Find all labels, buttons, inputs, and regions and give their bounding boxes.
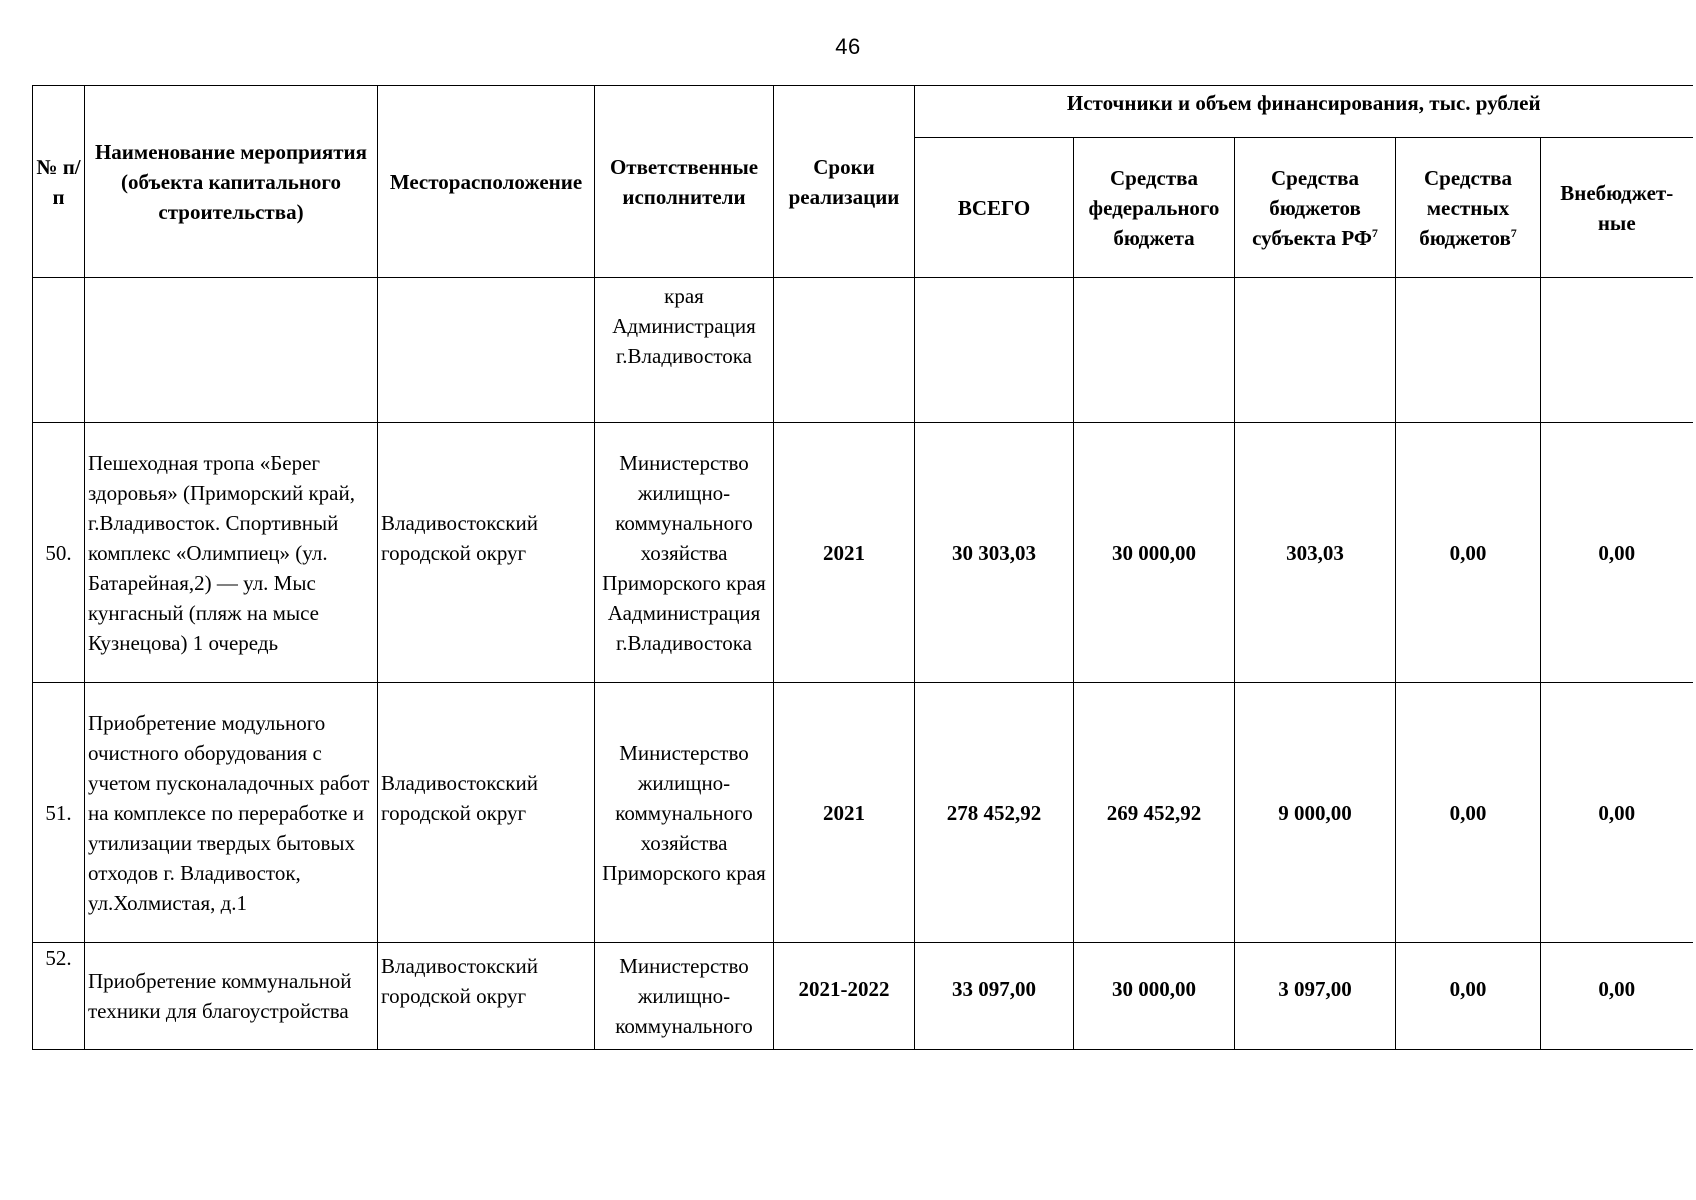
cell-name: Приобретение модульного очистного оборудования с учетом пусконаладочных работ на комплексе по переработке и утилизации твердых бытовых отходов г. Владивосток, ул.Холмистая, д.1 [85, 683, 378, 943]
table-row [33, 943, 1693, 1050]
header-local [1396, 138, 1541, 278]
cell-num: 50. [33, 423, 85, 683]
cell-local: 0,00 [1396, 423, 1541, 683]
cell-period: 2021 [774, 683, 915, 943]
cell-total [915, 278, 1074, 423]
cell-regional: 9 000,00 [1235, 683, 1396, 943]
cell-executors: Министерство жилищно-коммунального хозяйства Приморского края Аадминистрация г.Владивостока [595, 423, 774, 683]
financing-table [32, 85, 1693, 1050]
cell-extra [1541, 278, 1693, 423]
header-period: Сроки реализации [774, 86, 915, 278]
cell-regional: 3 097,00 [1235, 943, 1396, 1050]
table-row-continuation [33, 278, 1693, 423]
header-num: № п/п [33, 86, 85, 278]
header-name: Наименование мероприятия (объекта капитального строительства) [85, 86, 378, 278]
cell-executors: края Администрация г.Владивостока [595, 278, 774, 423]
header-regional [1235, 138, 1396, 278]
cell-federal: 30 000,00 [1074, 423, 1235, 683]
cell-location: Владивостокский городской округ [378, 683, 595, 943]
cell-name: Пешеходная тропа «Берег здоровья» (Приморский край, г.Владивосток. Спортивный комплекс «Олимпиец» (ул. Батарейная,2) — ул. Мыс кунгасный (пляж на мысе Кузнецова) 1 очередь [85, 423, 378, 683]
header-sources-group: Источники и объем финансирования, тыс. рублей [915, 86, 1693, 138]
header-local-label: Средства местных бюджетов [1419, 165, 1512, 250]
header-extra: Внебюджет-ные [1541, 138, 1693, 278]
page-number: 46 [835, 34, 861, 59]
cell-local: 0,00 [1396, 683, 1541, 943]
cell-local: 0,00 [1396, 943, 1541, 1050]
cell-location: Владивостокский городской округ [378, 943, 595, 1050]
cell-extra: 0,00 [1541, 683, 1693, 943]
header-federal: Средства федерального бюджета [1074, 138, 1235, 278]
cell-period: 2021-2022 [774, 943, 915, 1050]
table-row [33, 423, 1693, 683]
cell-extra: 0,00 [1541, 423, 1693, 683]
cell-federal: 30 000,00 [1074, 943, 1235, 1050]
cell-regional: 303,03 [1235, 423, 1396, 683]
header-regional-label: Средства бюджетов субъекта РФ [1252, 165, 1372, 250]
cell-regional [1235, 278, 1396, 423]
header-location: Месторасположение [378, 86, 595, 278]
cell-federal: 269 452,92 [1074, 683, 1235, 943]
cell-name: Приобретение коммунальной техники для благоустройства [85, 943, 378, 1050]
cell-num: 52. [33, 943, 85, 1050]
cell-executors: Министерство жилищно-коммунального [595, 943, 774, 1050]
cell-total: 33 097,00 [915, 943, 1074, 1050]
cell-local [1396, 278, 1541, 423]
cell-name [85, 278, 378, 423]
cell-federal [1074, 278, 1235, 423]
header-regional-footnote: 7 [1371, 225, 1378, 240]
cell-num [33, 278, 85, 423]
table-row [33, 683, 1693, 943]
cell-extra: 0,00 [1541, 943, 1693, 1050]
cell-total: 30 303,03 [915, 423, 1074, 683]
cell-num: 51. [33, 683, 85, 943]
header-local-footnote: 7 [1510, 225, 1517, 240]
cell-executors: Министерство жилищно-коммунального хозяйства Приморского края [595, 683, 774, 943]
cell-location: Владивостокский городской округ [378, 423, 595, 683]
cell-period [774, 278, 915, 423]
header-executors: Ответственные исполнители [595, 86, 774, 278]
header-total: ВСЕГО [915, 138, 1074, 278]
cell-period: 2021 [774, 423, 915, 683]
cell-total: 278 452,92 [915, 683, 1074, 943]
cell-location [378, 278, 595, 423]
